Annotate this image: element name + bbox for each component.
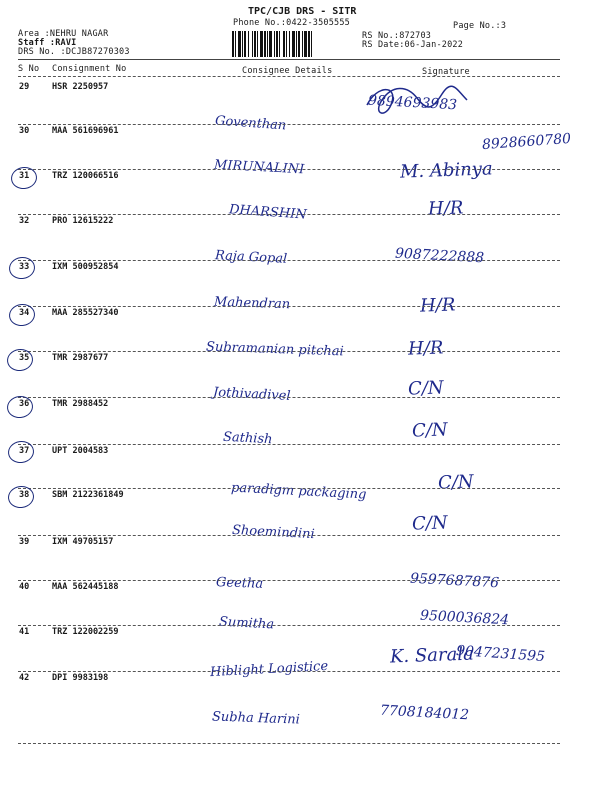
row-divider	[18, 306, 560, 307]
recipient-signature: 9894693983	[367, 92, 458, 114]
consignee-name-handwritten: Jothivadivel	[212, 384, 291, 405]
recipient-signature: 9500036824	[419, 607, 510, 629]
recipient-signature: 9087222888	[394, 245, 485, 267]
rs-number: RS No.:872703	[362, 31, 432, 41]
row-serial-number: 29	[19, 82, 30, 92]
handwritten-phone-number: 9047231595	[455, 642, 546, 666]
row-divider	[18, 397, 560, 398]
row-divider	[18, 260, 560, 261]
row-serial-number: 35	[19, 353, 30, 363]
consignee-name-handwritten: Goventhan	[214, 113, 287, 134]
row-consignment-number: TRZ 122002259	[52, 627, 119, 637]
recipient-signature: H/R	[427, 197, 464, 220]
row-divider	[18, 488, 560, 489]
row-consignment-number: TRZ 120066516	[52, 171, 119, 181]
consignee-name-handwritten: paradigm packaging	[230, 480, 367, 503]
barcode	[232, 31, 358, 57]
recipient-signature: M. Abinya	[399, 158, 493, 183]
row-consignment-number: MAA 561696961	[52, 126, 119, 136]
consignee-name-handwritten: Raja Gopal	[214, 248, 288, 267]
col-sno-header: S No	[18, 64, 40, 74]
row-serial-number: 36	[19, 399, 30, 409]
header-divider-bottom	[18, 76, 560, 77]
consignee-name-handwritten: Shoemindini	[231, 522, 316, 543]
row-divider	[18, 625, 560, 626]
row-divider	[18, 351, 560, 352]
row-serial-number: 33	[19, 262, 30, 272]
row-consignment-number: HSR 2250957	[52, 82, 109, 92]
row-divider	[18, 580, 560, 581]
area-label: Area :NEHRU NAGAR	[18, 29, 109, 39]
staff-label: Staff :RAVI	[18, 38, 77, 48]
row-divider	[18, 124, 560, 125]
recipient-signature: H/R	[407, 337, 444, 360]
row-serial-number: 40	[19, 582, 30, 592]
row-serial-number: 38	[19, 490, 30, 500]
row-consignment-number: TMR 2988452	[52, 399, 109, 409]
recipient-signature: C/N	[437, 471, 474, 494]
row-serial-number: 42	[19, 673, 30, 683]
consignee-name-handwritten: DHARSHIN	[228, 202, 308, 223]
row-consignment-number: DPI 9983198	[52, 673, 109, 683]
consignee-name-handwritten: Sathish	[222, 429, 273, 448]
document-title: TPC/CJB DRS - SITR	[248, 6, 357, 17]
row-consignment-number: TMR 2987677	[52, 353, 109, 363]
recipient-signature: C/N	[411, 419, 448, 442]
row-serial-number: 30	[19, 126, 30, 136]
drs-number: DRS No. :DCJB87270303	[18, 47, 130, 57]
consignee-name-handwritten: Hiblight Logistice	[209, 658, 329, 681]
row-consignment-number: UPT 2004583	[52, 446, 109, 456]
col-consignment-header: Consignment No	[52, 64, 127, 74]
handwritten-phone-number: 8928660780	[481, 130, 572, 154]
recipient-signature: K. Sarala	[389, 643, 475, 668]
recipient-signature: 9597687876	[409, 570, 500, 592]
row-serial-number: 37	[19, 446, 30, 456]
row-divider	[18, 743, 560, 744]
row-divider	[18, 444, 560, 445]
col-consignee-header: Consignee Details	[242, 66, 333, 76]
row-serial-number: 31	[19, 171, 30, 181]
rs-date: RS Date:06-Jan-2022	[362, 40, 464, 50]
recipient-signature: H/R	[419, 294, 456, 317]
consignee-name-handwritten: MIRUNALINI	[213, 157, 305, 178]
consignee-name-handwritten: Subramanian pitchai	[205, 339, 344, 360]
consignee-name-handwritten: Sumitha	[218, 614, 275, 633]
row-consignment-number: MAA 285527340	[52, 308, 119, 318]
consignee-name-handwritten: Subha Harini	[211, 709, 301, 728]
row-divider	[18, 169, 560, 170]
handwritten-circle-mark	[6, 394, 35, 419]
page-number: Page No.:3	[453, 21, 507, 31]
recipient-signature: C/N	[411, 512, 448, 535]
row-divider	[18, 671, 560, 672]
row-divider	[18, 535, 560, 536]
header-divider-top	[18, 59, 560, 60]
col-signature-header: Signature	[422, 67, 470, 77]
signature-scribble	[362, 80, 472, 120]
row-consignment-number: IXM 49705157	[52, 537, 114, 547]
consignee-name-handwritten: Geetha	[215, 575, 264, 592]
row-serial-number: 39	[19, 537, 30, 547]
row-consignment-number: SBM 2122361849	[52, 490, 124, 500]
row-consignment-number: IXM 500952854	[52, 262, 119, 272]
row-serial-number: 32	[19, 216, 30, 226]
row-serial-number: 34	[19, 308, 30, 318]
row-consignment-number: MAA 562445188	[52, 582, 119, 592]
recipient-signature: C/N	[407, 377, 444, 400]
recipient-signature: 7708184012	[379, 702, 470, 724]
row-divider	[18, 214, 560, 215]
consignee-name-handwritten: Mahendran	[213, 294, 291, 313]
phone-number: Phone No.:0422-3505555	[233, 18, 350, 28]
row-serial-number: 41	[19, 627, 30, 637]
row-consignment-number: PRO 12615222	[52, 216, 114, 226]
